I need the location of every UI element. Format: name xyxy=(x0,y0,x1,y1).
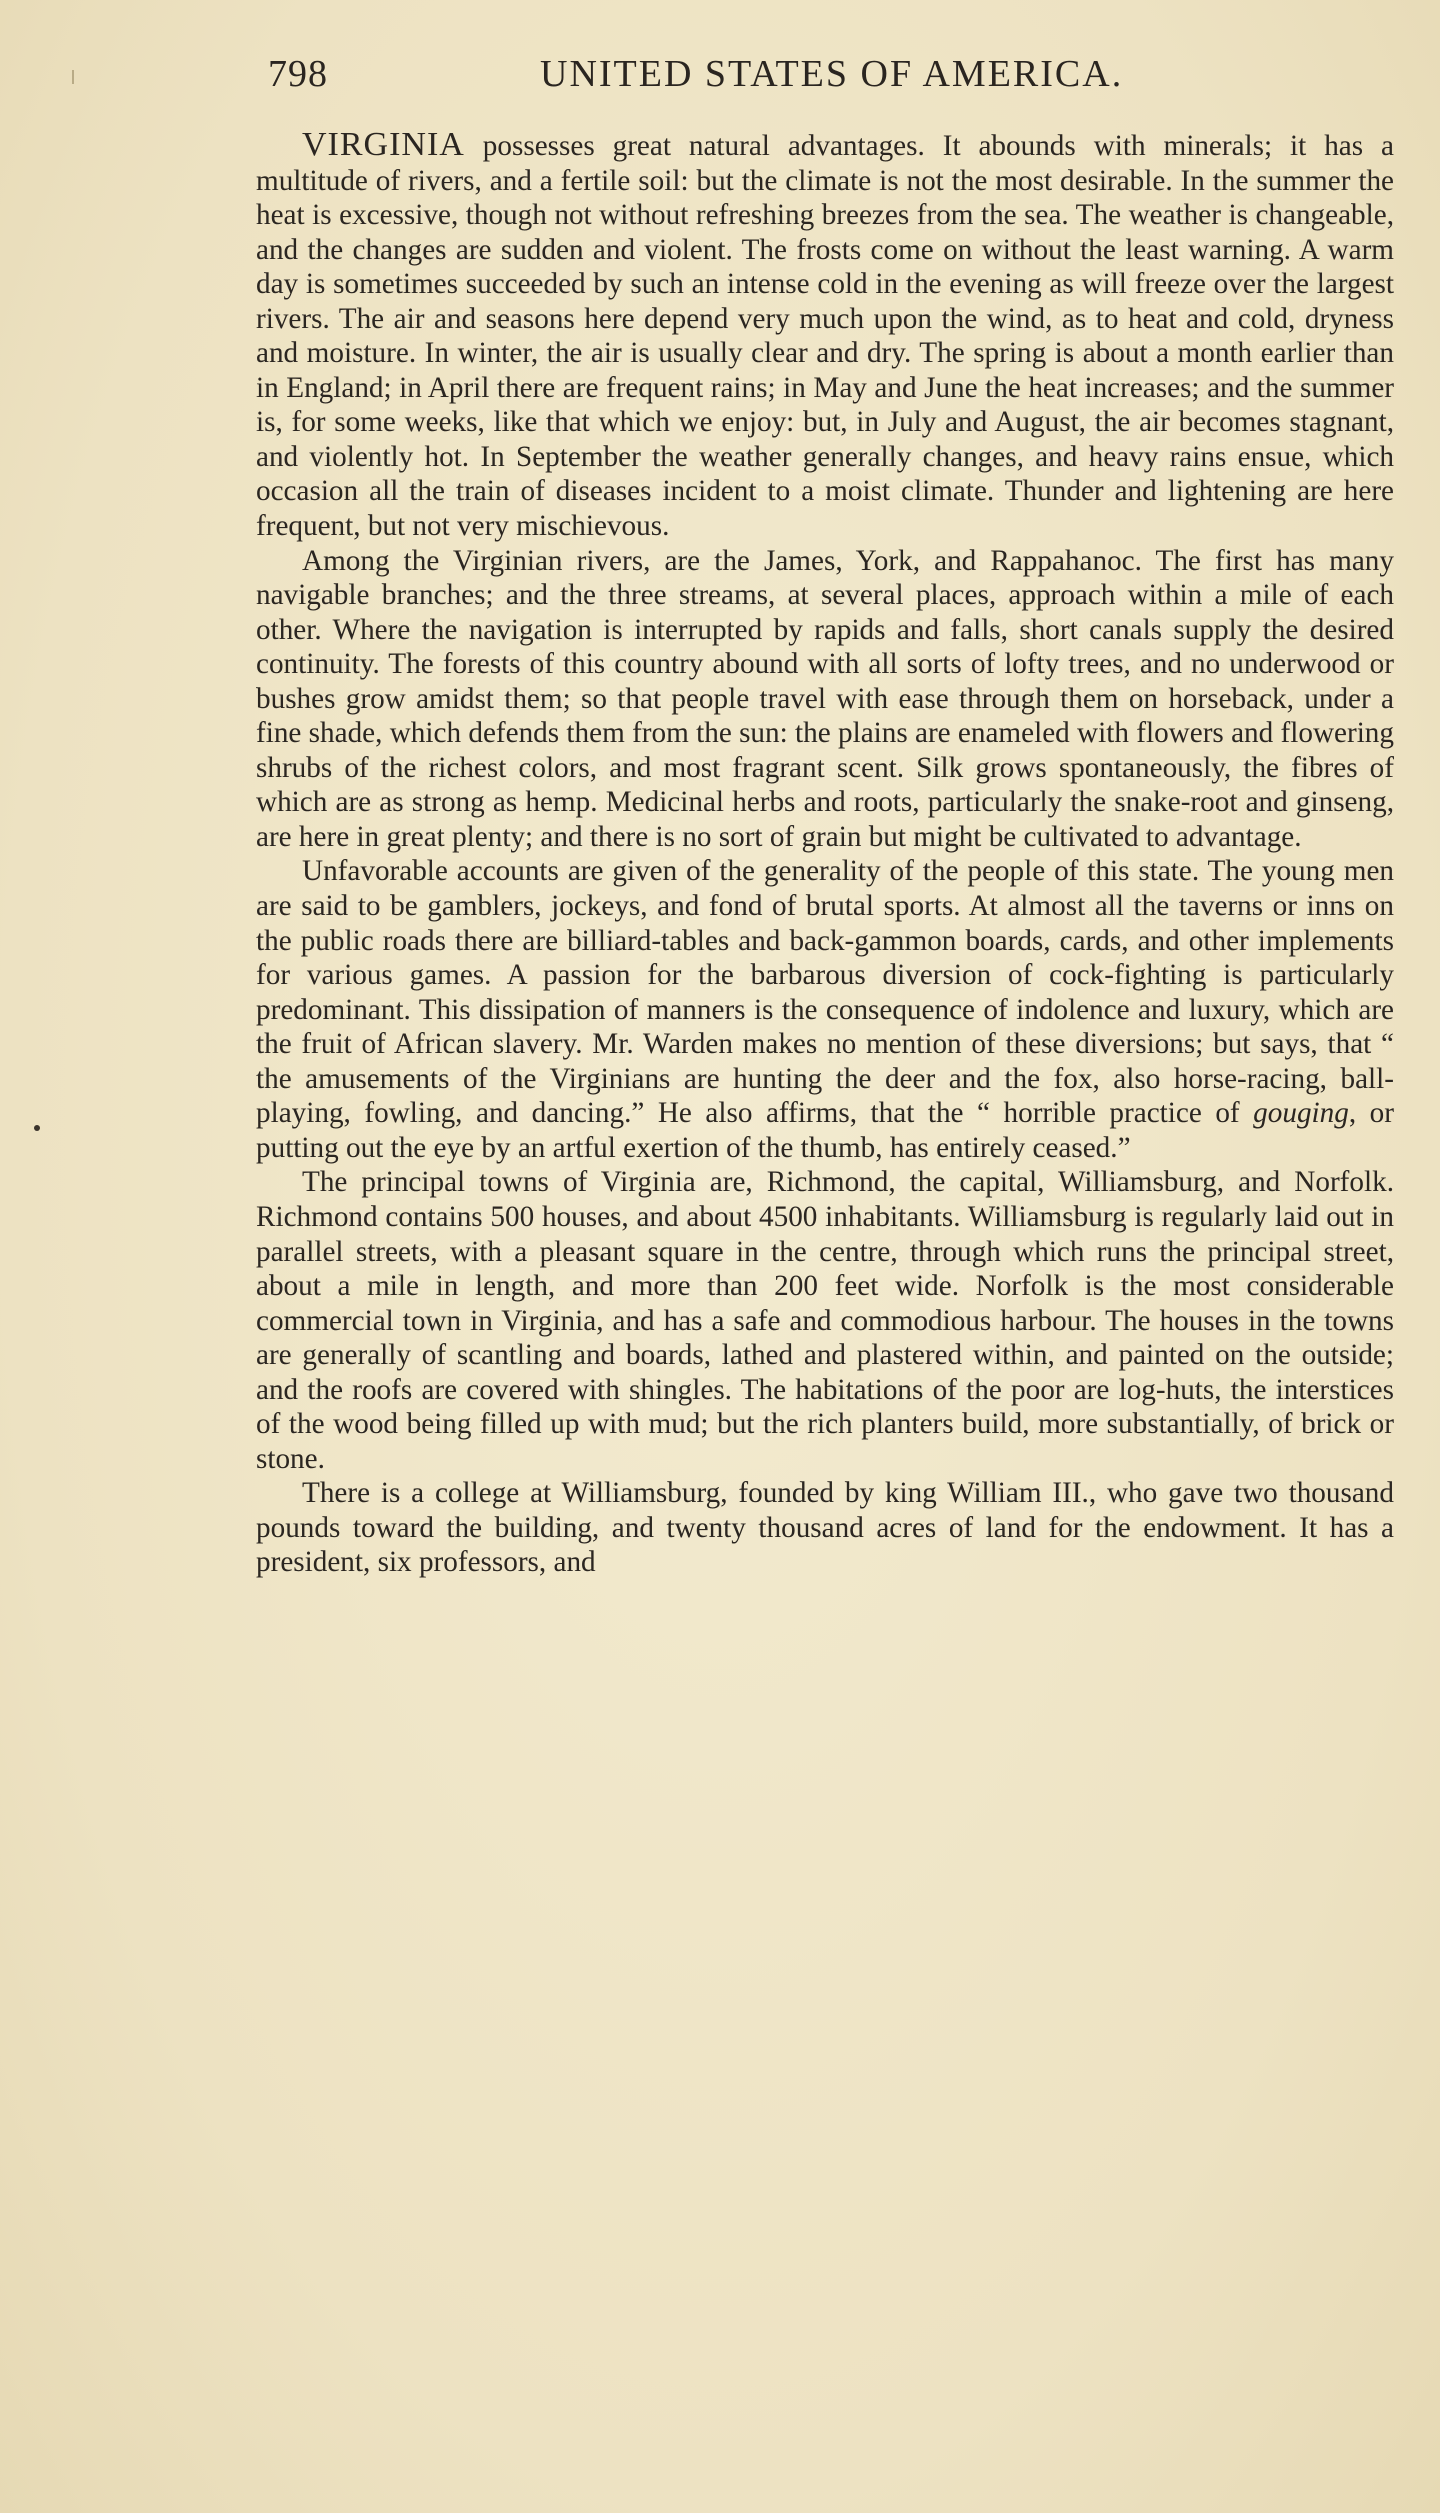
paragraph-people xyxy=(256,854,1394,1165)
page-header xyxy=(268,48,1228,108)
margin-dot xyxy=(34,1125,40,1131)
paragraph-people-text-end: , or putting out the eye by an artful exertion of the thumb, has entirely ceased.” xyxy=(256,1097,1394,1164)
page-number: 798 xyxy=(268,53,328,95)
paragraph-climate xyxy=(256,128,1394,544)
paragraph-people-text-start: Unfavorable accounts are given of the generality of the people of this state. The young men are said to be gamblers, jockeys, and fond of brutal sports. At almost all the taverns or inns on the public roads there are billiard-tables and back-gammon boards, cards, and other implements for various games. A passion for the barbarous diversion of cock-fighting is particularly predominant. This dissipation of manners is the consequence of indolence and luxury, which are the fruit of African slavery. Mr. Warden makes no mention of these diversions; but says, that “ the amusements of the Virginians are hunting the deer and the fox, also horse-racing, ball-playing, fowling, and dancing.” He also affirms, that the “ horrible practice of xyxy=(256,855,1394,1130)
running-head: UNITED STATES OF AMERICA. xyxy=(540,53,1124,95)
lead-word: VIRGINIA xyxy=(302,126,465,163)
italic-term: gouging xyxy=(1253,1097,1349,1130)
paragraph-college: There is a college at Williamsburg, founded by king William III., who gave two thousand pounds toward the building, and twenty thousand acres of land for the endowment. It has a president, six professors, and xyxy=(256,1477,1394,1579)
body-text xyxy=(256,128,1394,1580)
paragraph-towns: The principal towns of Virginia are, Richmond, the capital, Williamsburg, and Norfolk. Richmond contains 500 houses, and about 4500 inhabitants. Williamsburg is regularly laid out in parallel streets, with a pleasant square in the centre, through which runs the principal street, about a mile in length, and more than 200 feet wide. Norfolk is the most considerable commercial town in Virginia, and has a safe and commodious harbour. The houses in the towns are generally of scantling and boards, lathed and plastered within, and painted on the outside; and the roofs are covered with shingles. The habitations of the poor are log-huts, the interstices of the wood being filled up with mud; but the rich planters build, more substantially, of brick or stone. xyxy=(256,1166,1394,1475)
margin-mark xyxy=(72,70,74,84)
paragraph-climate-text: possesses great natural advantages. It abounds with minerals; it has a multitude of rivers, and a fertile soil: but the climate is not the most desirable. In the summer the heat is excessive, though not without refreshing breezes from the sea. The weather is changeable, and the changes are sudden and violent. The frosts come on without the least warning. A warm day is sometimes succeeded by such an intense cold in the evening as will freeze over the largest rivers. The air and seasons here depend very much upon the wind, as to heat and cold, dryness and moisture. In winter, the air is usually clear and dry. The spring is about a month earlier than in England; in April there are frequent rains; in May and June the heat increases; and the summer is, for some weeks, like that which we enjoy: but, in July and August, the air becomes stagnant, and violently hot. In September the weather generally changes, and heavy rains ensue, which occasion all the train of diseases incident to a moist climate. Thunder and lightening are here frequent, but not very mischievous. xyxy=(256,130,1394,543)
paragraph-rivers: Among the Virginian rivers, are the James, York, and Rappahanoc. The first has many navigable branches; and the three streams, at several places, approach within a mile of each other. Where the navigation is interrupted by rapids and falls, short canals supply the desired continuity. The forests of this country abound with all sorts of lofty trees, and no underwood or bushes grow amidst them; so that people travel with ease through them on horseback, under a fine shade, which defends them from the sun: the plains are enameled with flowers and flowering shrubs of the richest colors, and most fragrant scent. Silk grows spontaneously, the fibres of which are as strong as hemp. Medicinal herbs and roots, particularly the snake-root and ginseng, are here in great plenty; and there is no sort of grain but might be cultivated to advantage. xyxy=(256,544,1394,853)
